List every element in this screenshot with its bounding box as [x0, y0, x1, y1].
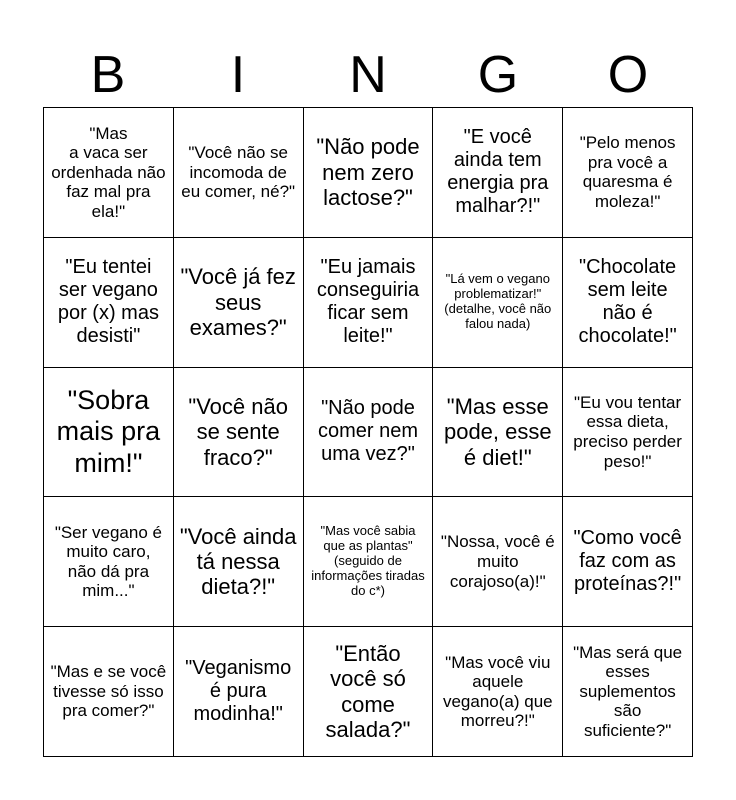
bingo-cell[interactable]: "Pelo menos pra você a quaresma é moleza!" — [563, 108, 693, 238]
bingo-cell[interactable]: "Mas a vaca ser ordenhada não faz mal pra ela!" — [44, 108, 174, 238]
bingo-cell[interactable]: "Então você só come salada?" — [304, 627, 434, 757]
header-letter-g: G — [477, 46, 519, 104]
bingo-cell[interactable]: "Não pode nem zero lactose?" — [304, 108, 434, 238]
bingo-cell[interactable]: "Você ainda tá nessa dieta?!" — [174, 497, 304, 627]
header-letter-i: I — [230, 46, 246, 104]
bingo-cell[interactable]: "Não pode comer nem uma vez?" — [304, 368, 434, 498]
header-letter-b: B — [90, 46, 126, 104]
bingo-header — [43, 44, 693, 106]
bingo-cell[interactable]: "E você ainda tem energia pra malhar?!" — [433, 108, 563, 238]
bingo-cell[interactable]: "Você não se incomoda de eu comer, né?" — [174, 108, 304, 238]
bingo-cell[interactable]: "Chocolate sem leite não é chocolate!" — [563, 238, 693, 368]
bingo-cell[interactable]: "Nossa, você é muito corajoso(a)!" — [433, 497, 563, 627]
bingo-cell[interactable]: "Você não se sente fraco?" — [174, 368, 304, 498]
bingo-cell[interactable]: "Mas você sabia que as plantas" (seguido de informações tiradas do c*) — [304, 497, 434, 627]
bingo-cell[interactable]: "Mas você viu aquele vegano(a) que morreu?!" — [433, 627, 563, 757]
header-letter-n: N — [349, 46, 387, 104]
header-letter-o: O — [607, 46, 649, 104]
bingo-cell[interactable]: "Mas será que esses suplementos são suficiente?" — [563, 627, 693, 757]
bingo-cell[interactable]: "Sobra mais pra mim!" — [44, 368, 174, 498]
bingo-cell[interactable]: "Eu tentei ser vegano por (x) mas desisti" — [44, 238, 174, 368]
bingo-cell[interactable]: "Mas e se você tivesse só isso pra comer?" — [44, 627, 174, 757]
bingo-cell[interactable]: "Como você faz com as proteínas?!" — [563, 497, 693, 627]
bingo-cell[interactable]: "Você já fez seus exames?" — [174, 238, 304, 368]
bingo-cell[interactable]: "Eu jamais conseguiria ficar sem leite!" — [304, 238, 434, 368]
bingo-grid — [43, 107, 693, 757]
bingo-cell[interactable]: "Mas esse pode, esse é diet!" — [433, 368, 563, 498]
bingo-cell[interactable]: "Veganismo é pura modinha!" — [174, 627, 304, 757]
bingo-cell[interactable]: "Ser vegano é muito caro, não dá pra mim..." — [44, 497, 174, 627]
bingo-cell[interactable]: "Lá vem o vegano problematizar!" (detalhe, você não falou nada) — [433, 238, 563, 368]
bingo-cell[interactable]: "Eu vou tentar essa dieta, preciso perder peso!" — [563, 368, 693, 498]
